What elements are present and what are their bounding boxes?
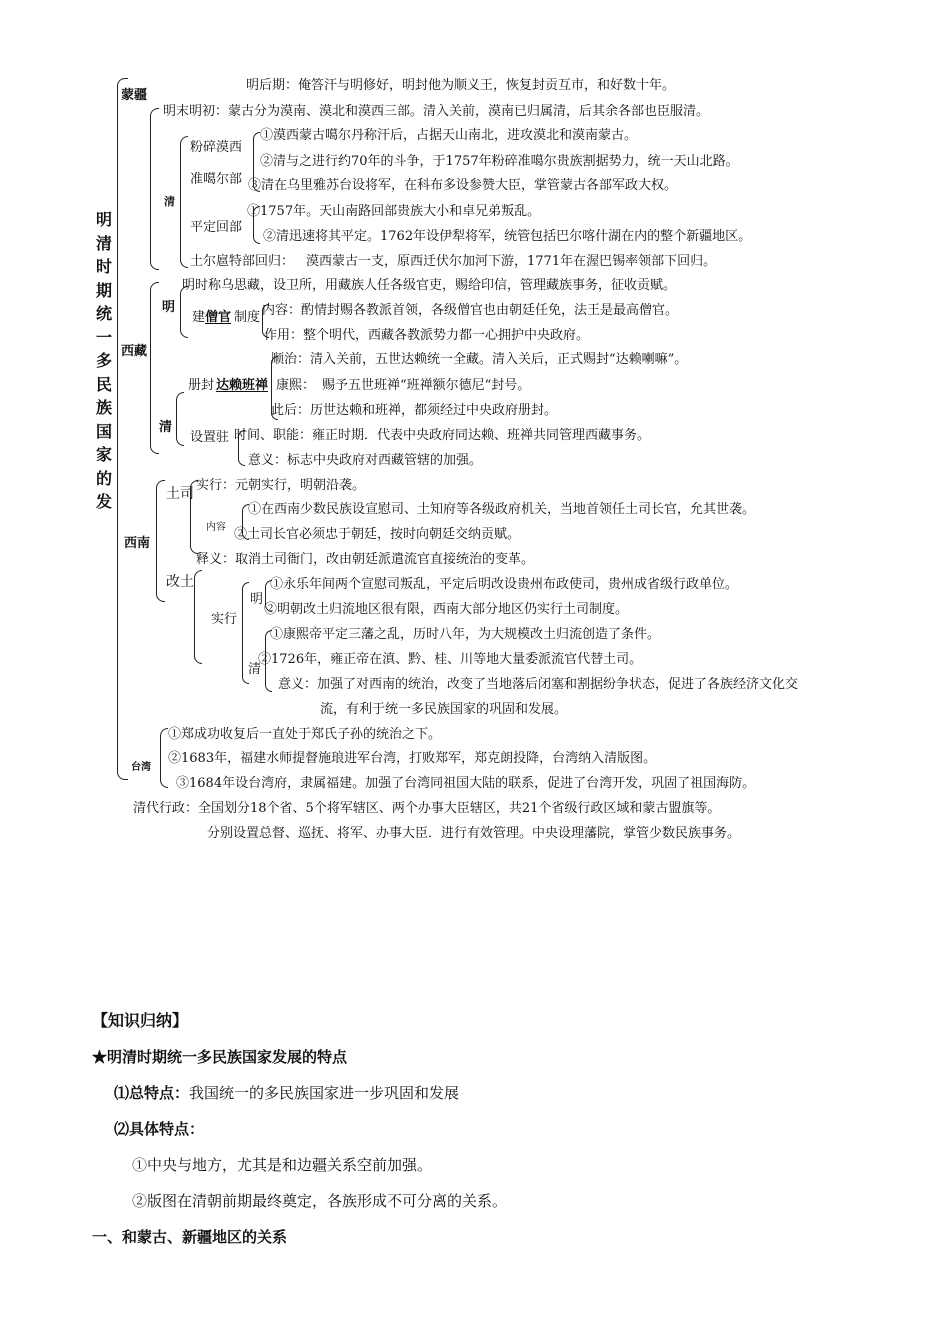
label-jian: 建 (192, 310, 206, 325)
summary-heading: 【知识归纳】 (92, 1011, 189, 1030)
label-xinan: 西南 (124, 536, 151, 551)
line-uliastai: ③清在乌里雅苏台设将军，在科布多设参赞大臣，掌管蒙古各部军政大权。 (248, 178, 678, 193)
label-dalai-banchan: 达赖班禅 (216, 378, 269, 393)
section-1-heading: 一、和蒙古、新疆地区的关系 (92, 1228, 288, 1246)
qing-xz-brace (176, 392, 184, 446)
line-ming-gaitu1: ①永乐年间两个宣慰司叛乱，平定后明改设贵州布政使司，贵州成省级行政单位。 (270, 577, 739, 592)
label-shishi: 实行 (211, 612, 238, 627)
summary-p1-label: ⑴总特点： (114, 1084, 190, 1102)
line-tusi-shixing: 实行：元朝实行，明朝沿袭。 (196, 478, 366, 493)
label-taiwan: 台湾 (131, 762, 151, 773)
line-kangxi-banchan: 赐予五世班禅“班禅额尔德尼“封号。 (322, 378, 531, 393)
menggu-brace (150, 108, 159, 270)
line-cihou: 此后：历世达赖和班禅，都须经过中央政府册封。 (271, 403, 558, 418)
title-char: 明 (95, 210, 112, 229)
summary-p2-2: ②版图在清朝前期最终奠定，各族形成不可分离的关系。 (132, 1192, 508, 1210)
line-ming-gaitu2: ②明朝改土归流地区很有限，西南大部分地区仍实行土司制度。 (264, 602, 629, 617)
title-char: 国 (95, 421, 112, 441)
line-gaitu-yiyi-cont: 流，有利于统一多民族国家的巩固和发展。 (320, 702, 568, 717)
title-char: 期 (95, 280, 112, 300)
line-tusi-content1: ①在西南少数民族设宣慰司、土知府等各级政府机关，当地首领任土司长官，允其世袭。 (248, 502, 756, 517)
title-char: 家 (95, 445, 112, 464)
line-sengguan-neirong: 内容：酌情封赐各教派首领，各级僧官也由朝廷任免，法王是最高僧官。 (262, 303, 679, 318)
title-char: 的 (95, 468, 112, 488)
line-taiwan2: ②1683年，福建水师提督施琅进军台湾，打败郑军，郑克朗投降，台湾纳入清版图。 (168, 751, 657, 766)
label-ming-gt: 明 (250, 592, 264, 607)
line-ming-wusizang: 明时称乌思藏，设卫所，用藏族人任各级官吏，赐给印信，管理藏族事务，征收贡赋。 (182, 278, 677, 293)
label-shezhu: 设置驻 (190, 430, 230, 445)
line-zhuzang-yiyi: 意义：标志中央政府对西藏管辖的加强。 (248, 453, 483, 468)
label-pingding: 平定回部 (190, 220, 243, 235)
label-zhungeer: 准噶尔部 (190, 172, 243, 187)
label-cefeng: 册封 (188, 378, 215, 393)
qing-mg-brace (180, 136, 188, 268)
xinan-brace (156, 480, 165, 602)
summary-p1 (114, 1083, 459, 1103)
gaitu-brace (194, 570, 202, 664)
line-qing-gaitu2: ②1726年，雍正帝在滇、黔、桂、川等地大量委派流官代替土司。 (258, 652, 643, 667)
summary-p2-label: ⑵具体特点： (114, 1120, 205, 1138)
label-qing-mg: 清 (164, 195, 175, 208)
label-tuerhute: 土尔扈特部回归： (190, 254, 295, 269)
label-menggu-xinjiang: 蒙疆 (121, 88, 148, 103)
summary-star-title: ★明清时期统一多民族国家发展的特点 (92, 1048, 348, 1066)
title-char: 统 (95, 304, 112, 323)
line-ili-general: ②清迅速将其平定。1762年设伊犁将军，统管包括巴尔喀什湖在内的整个新疆地区。 (263, 229, 752, 244)
title-char: 清 (95, 233, 112, 253)
taiwan-brace (160, 728, 168, 788)
line-qing-admin: 清代行政：全国划分18个省、5个将军辖区、两个办事大臣辖区，共21个省级行政区域和蒙古盟旗等。 (133, 801, 721, 816)
title-char: 发 (95, 492, 112, 511)
summary-p2-1: ①中央与地方，尤其是和边疆关系空前加强。 (132, 1156, 433, 1174)
label-tusi: 土司 (166, 486, 194, 502)
label-qing-xz: 清 (159, 420, 173, 435)
label-sengguan: 僧官 (205, 310, 232, 325)
line-galdan: ①漠西蒙古噶尔丹称汗后，占据天山南北，进攻漠北和漠南蒙古。 (260, 128, 638, 143)
main-brace (117, 78, 128, 780)
label-ming-xz: 明 (162, 300, 176, 315)
line-ming-houqi: 明后期：俺答汗与明修好，明封他为顺义王，恢复封贡互市，和好数十年。 (246, 78, 676, 93)
xizang-brace (150, 282, 159, 454)
label-zhidu: 制度 (234, 310, 261, 325)
line-gaitu-yiyi: 意义：加强了对西南的统治，改变了当地落后闭塞和割据纷争状态，促进了各族经济文化交 (278, 677, 799, 692)
line-struggle: ②清与之进行约70年的斗争，于1757年粉碎准噶尔贵族割据势力，统一天山北路。 (260, 154, 739, 169)
line-zhuzang-dachen: 时间、职能：雍正时期．代表中央政府同达赖、班禅共同管理西藏事务。 (234, 428, 651, 443)
line-sengguan-zuoyong: 作用：整个明代，西藏各教派势力都一心拥护中央政府。 (264, 328, 590, 343)
line-mingmo: 明末明初：蒙古分为漠南、漠北和漠西三部。清入关前，漠南已归属清，后其余各部也臣服清。 (163, 104, 710, 119)
label-fensui: 粉碎漠西 (190, 140, 243, 155)
title-char: 族 (95, 398, 112, 417)
summary-p1-text: 我国统一的多民族国家进一步巩固和发展 (189, 1084, 460, 1102)
label-neirong-ts: 内容 (206, 522, 226, 533)
title-char: 民 (95, 374, 112, 394)
label-kangxi: 康熙： (276, 378, 316, 393)
label-xizang: 西藏 (121, 344, 148, 359)
line-taiwan1: ①郑成功收复后一直处于郑氏子孙的统治之下。 (168, 727, 442, 742)
line-gaitu-shiyi: 释义：取消土司衙门，改由朝廷派遣流官直接统治的变革。 (196, 552, 535, 567)
line-huibu-rebellion: ①1757年。天山南路回部贵族大小和卓兄弟叛乱。 (247, 204, 541, 219)
line-qing-admin2: 分别设置总督、巡抚、将军、办事大臣．进行有效管理。中央设理藩院，掌管少数民族事务。 (207, 826, 741, 841)
line-qing-gaitu1: ①康熙帝平定三藩之乱，历时八年，为大规模改土归流创造了条件。 (270, 627, 661, 642)
title-char: 一 (95, 327, 112, 347)
vertical-title (94, 208, 114, 514)
title-char: 时 (95, 257, 112, 276)
label-qing-gt: 清 (248, 662, 262, 677)
line-taiwan3: ③1684年设台湾府，隶属福建。加强了台湾同祖国大陆的联系，促进了台湾开发，巩固了祖国海防。 (176, 776, 756, 791)
line-shunzhi: 顺治：清入关前，五世达赖统一全藏。清入关后，正式赐封“达赖喇嘛”。 (271, 352, 688, 367)
line-tusi-content2: ②土司长官必须忠于朝廷，按时向朝廷交纳贡赋。 (234, 527, 521, 542)
line-torghut: 漠西蒙古一支，原西迁伏尔加河下游，1771年在渥巴锡率领部下回归。 (306, 254, 717, 269)
title-char: 多 (95, 351, 112, 370)
label-gaitu: 改土 (166, 574, 194, 590)
